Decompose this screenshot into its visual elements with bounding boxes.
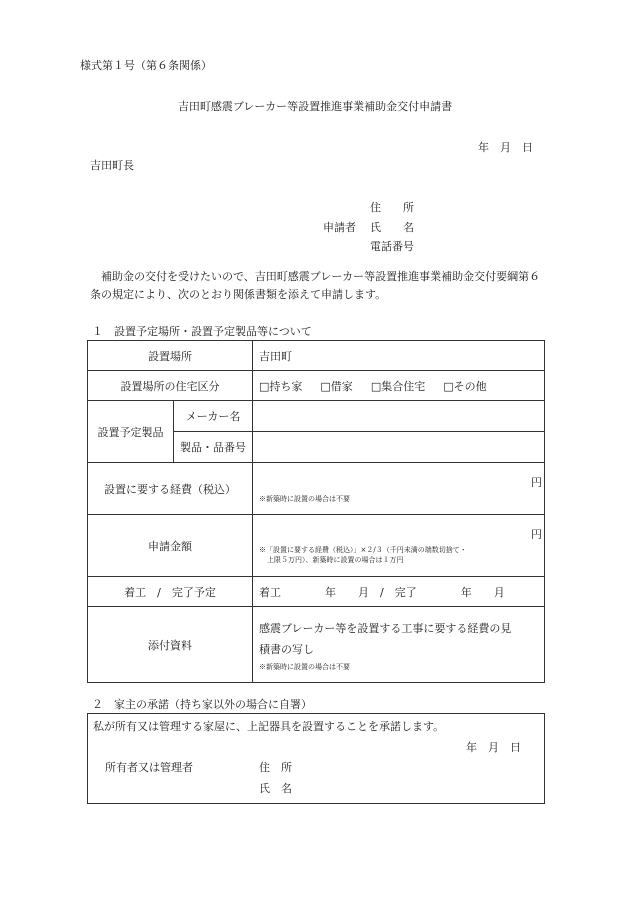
model-label: 製品・品番号 xyxy=(174,432,253,463)
housing-options xyxy=(253,371,545,401)
amount-value[interactable] xyxy=(253,515,545,577)
row-cost xyxy=(88,463,545,515)
cost-note: ※新築時に設置の場合は不要 xyxy=(259,494,350,503)
form-number: 様式第１号（第６条関係） xyxy=(80,59,212,72)
location-label: 設置場所 xyxy=(88,341,253,371)
applicant-label: 申請者 xyxy=(323,221,356,234)
housing-label: 設置場所の住宅区分 xyxy=(88,371,253,401)
row-location xyxy=(88,341,545,371)
cost-label: 設置に要する経費（税込） xyxy=(88,463,253,515)
attachments-line-2: 積書の写し xyxy=(259,642,314,656)
model-value[interactable] xyxy=(253,432,545,463)
date-line: 年 月 日 xyxy=(478,141,533,154)
owner-consent-box xyxy=(87,713,545,804)
checkbox-rented-house[interactable]: □借家 xyxy=(320,379,353,393)
applicant-name-label: 氏 名 xyxy=(370,221,414,234)
schedule-label: 着工 / 完了予定 xyxy=(88,577,253,607)
row-schedule xyxy=(88,577,545,607)
attachments-label: 添付資料 xyxy=(88,607,253,683)
owner-address-label[interactable]: 住 所 xyxy=(259,761,292,774)
cost-unit: 円 xyxy=(531,475,542,489)
section1-heading: １ 設置予定場所・設置予定製品等について xyxy=(92,325,312,338)
attachments-line-1: 感震ブレーカー等を設置する工事に要する経費の見 xyxy=(259,621,512,635)
amount-note-2: 上限５万円）、新築時に設置の場合は１万円 xyxy=(267,556,404,564)
maker-value[interactable] xyxy=(253,401,545,432)
schedule-value[interactable]: 着工 年 月 / 完了 年 月 xyxy=(253,577,545,607)
applicant-phone-label: 電話番号 xyxy=(370,240,414,253)
checkbox-apartment[interactable]: □集合住宅 xyxy=(370,379,426,393)
request-statement: 補助金の交付を受けたいので、吉田町感震ブレーカー等設置推進事業補助金交付要綱第６条の規定により、次のとおり関係書類を添えて申請します。 xyxy=(90,270,541,301)
location-value[interactable]: 吉田町 xyxy=(253,341,545,371)
row-housing xyxy=(88,371,545,401)
row-amount xyxy=(88,515,545,577)
checkbox-other[interactable]: □その他 xyxy=(443,379,487,393)
row-attachments xyxy=(88,607,545,683)
checkbox-owned-house[interactable]: □持ち家 xyxy=(259,379,303,393)
attachments-note: ※新築時に設置の場合は不要 xyxy=(259,662,350,671)
owner-label: 所有者又は管理者 xyxy=(105,761,193,774)
cost-value[interactable] xyxy=(253,463,545,515)
addressee: 吉田町長 xyxy=(90,159,134,172)
amount-label: 申請金額 xyxy=(88,515,253,577)
page-title: 吉田町感震ブレーカー等設置推進事業補助金交付申請書 xyxy=(177,100,453,113)
installation-form-table xyxy=(87,340,545,683)
owner-name-label[interactable]: 氏 名 xyxy=(259,782,292,795)
applicant-address-label: 住 所 xyxy=(370,201,414,214)
attachments-value xyxy=(253,607,545,683)
amount-note-1: ※「設置に要する経費（税込）」×２/３（千円未満の端数切捨て・ xyxy=(259,546,467,554)
maker-label: メーカー名 xyxy=(174,401,253,432)
row-maker xyxy=(88,401,545,432)
product-label: 設置予定製品 xyxy=(88,401,174,463)
amount-unit: 円 xyxy=(531,528,542,541)
consent-date-line: 年 月 日 xyxy=(466,741,521,754)
consent-text: 私が所有又は管理する家屋に、上記器具を設置することを承諾します。 xyxy=(93,720,445,733)
section2-heading: ２ 家主の承諾（持ち家以外の場合に自署） xyxy=(92,698,312,711)
